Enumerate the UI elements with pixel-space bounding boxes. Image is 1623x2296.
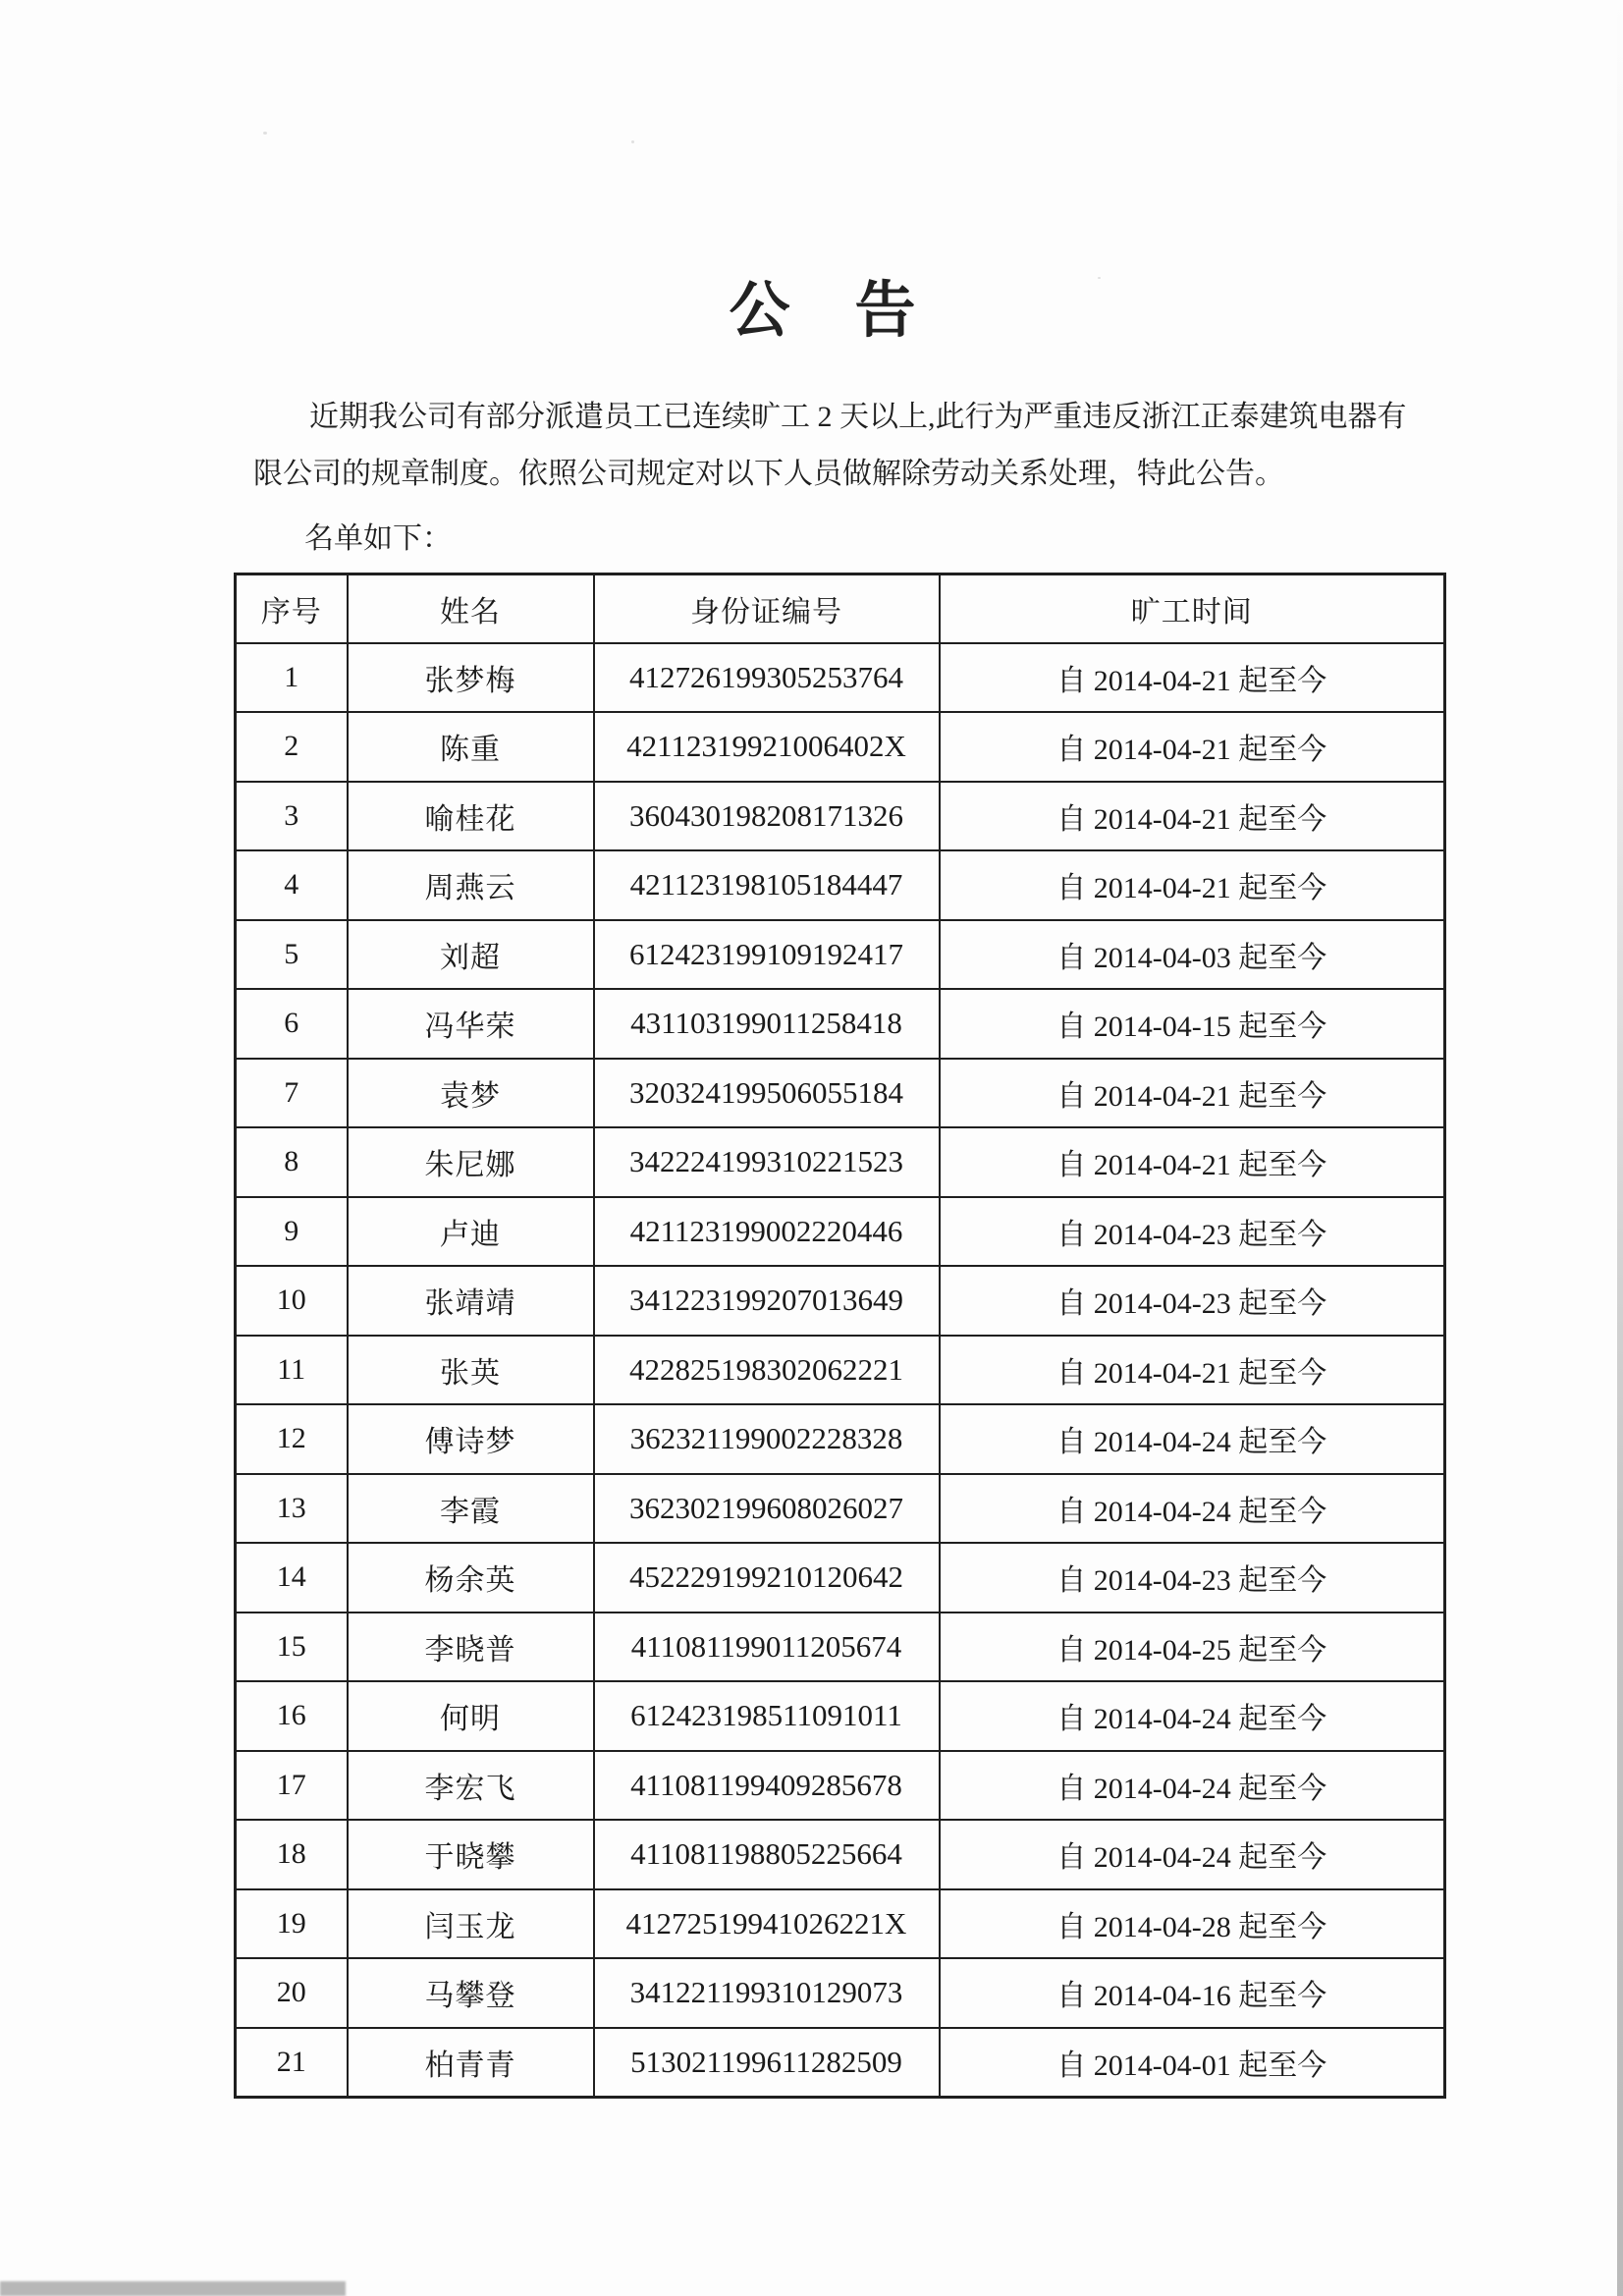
table-row [236, 2028, 1445, 2098]
id-number-cell: 412726199305253764 [594, 643, 940, 713]
name-cell: 周燕云 [348, 850, 594, 920]
name-cell: 张靖靖 [348, 1266, 594, 1336]
absence-period-cell: 自 2014-04-28 起至今 [940, 1889, 1445, 1959]
table-row [236, 1613, 1445, 1682]
name-cell: 于晓攀 [348, 1820, 594, 1889]
absence-period-cell: 自 2014-04-23 起至今 [940, 1197, 1445, 1267]
table-row [236, 1543, 1445, 1613]
name-cell: 李霞 [348, 1474, 594, 1544]
absence-period-cell: 自 2014-04-25 起至今 [940, 1613, 1445, 1682]
table-row [236, 1474, 1445, 1544]
name-cell: 袁梦 [348, 1059, 594, 1128]
name-cell: 喻桂花 [348, 782, 594, 851]
row-number-cell: 11 [236, 1336, 348, 1405]
table-row [236, 989, 1445, 1059]
absence-period-cell: 自 2014-04-21 起至今 [940, 1059, 1445, 1128]
row-number-cell: 8 [236, 1127, 348, 1197]
row-number-cell: 10 [236, 1266, 348, 1336]
id-number-cell: 422825198302062221 [594, 1336, 940, 1405]
id-number-cell: 362302199608026027 [594, 1474, 940, 1544]
absence-period-cell: 自 2014-04-24 起至今 [940, 1820, 1445, 1889]
row-number-cell: 20 [236, 1958, 348, 2028]
absence-period-cell: 自 2014-04-24 起至今 [940, 1474, 1445, 1544]
name-cell: 何明 [348, 1681, 594, 1751]
name-cell: 李晓普 [348, 1613, 594, 1682]
id-number-cell: 41272519941026221X [594, 1889, 940, 1959]
header-name: 姓名 [348, 574, 594, 643]
row-number-cell: 1 [236, 643, 348, 713]
id-number-cell: 411081198805225664 [594, 1820, 940, 1889]
id-number-cell: 320324199506055184 [594, 1059, 940, 1128]
scan-shadow-bottom-left [0, 2281, 346, 2296]
name-cell: 张英 [348, 1336, 594, 1405]
absence-period-cell: 自 2014-04-21 起至今 [940, 782, 1445, 851]
id-number-cell: 42112319921006402X [594, 712, 940, 782]
id-number-cell: 411081199409285678 [594, 1751, 940, 1821]
id-number-cell: 341223199207013649 [594, 1266, 940, 1336]
absence-period-cell: 自 2014-04-21 起至今 [940, 1127, 1445, 1197]
absence-period-cell: 自 2014-04-21 起至今 [940, 1336, 1445, 1405]
name-cell: 杨余英 [348, 1543, 594, 1613]
list-intro-label: 名单如下： [304, 522, 452, 555]
name-cell: 柏青青 [348, 2028, 594, 2098]
id-number-cell: 411081199011205674 [594, 1613, 940, 1682]
document-title: 公 告 [729, 278, 918, 345]
table-row [236, 643, 1445, 713]
table-row [236, 1681, 1445, 1751]
name-cell: 闫玉龙 [348, 1889, 594, 1959]
id-number-cell: 362321199002228328 [594, 1404, 940, 1474]
absence-period-cell: 自 2014-04-24 起至今 [940, 1751, 1445, 1821]
header-absence-period: 旷工时间 [940, 574, 1445, 643]
id-number-cell: 342224199310221523 [594, 1127, 940, 1197]
row-number-cell: 17 [236, 1751, 348, 1821]
header-seq: 序号 [236, 574, 348, 643]
scan-speck [1098, 277, 1101, 279]
table-row [236, 1266, 1445, 1336]
name-cell: 陈重 [348, 712, 594, 782]
scan-speck [631, 140, 634, 143]
row-number-cell: 12 [236, 1404, 348, 1474]
table-row [236, 782, 1445, 851]
id-number-cell: 452229199210120642 [594, 1543, 940, 1613]
row-number-cell: 13 [236, 1474, 348, 1544]
id-number-cell: 612423199109192417 [594, 920, 940, 990]
paragraph-line: 近期我公司有部分派遣员工已连续旷工 2 天以上,此行为严重违反浙江正泰建筑电器有 [309, 401, 1407, 433]
row-number-cell: 9 [236, 1197, 348, 1267]
table-row [236, 1059, 1445, 1128]
header-id-number: 身份证编号 [594, 574, 940, 643]
absence-period-cell: 自 2014-04-23 起至今 [940, 1266, 1445, 1336]
roster-table [234, 573, 1446, 2099]
row-number-cell: 5 [236, 920, 348, 990]
name-cell: 马攀登 [348, 1958, 594, 2028]
table-header-row [236, 574, 1445, 643]
table-row [236, 1197, 1445, 1267]
name-cell: 刘超 [348, 920, 594, 990]
row-number-cell: 18 [236, 1820, 348, 1889]
row-number-cell: 3 [236, 782, 348, 851]
absence-period-cell: 自 2014-04-21 起至今 [940, 712, 1445, 782]
row-number-cell: 16 [236, 1681, 348, 1751]
table-row [236, 712, 1445, 782]
absence-period-cell: 自 2014-04-21 起至今 [940, 850, 1445, 920]
table-row [236, 1127, 1445, 1197]
absence-period-cell: 自 2014-04-15 起至今 [940, 989, 1445, 1059]
table-row [236, 1404, 1445, 1474]
scan-speck [263, 132, 267, 135]
absence-period-cell: 自 2014-04-21 起至今 [940, 643, 1445, 713]
id-number-cell: 360430198208171326 [594, 782, 940, 851]
table-row [236, 1889, 1445, 1959]
name-cell: 卢迪 [348, 1197, 594, 1267]
name-cell: 李宏飞 [348, 1751, 594, 1821]
id-number-cell: 341221199310129073 [594, 1958, 940, 2028]
absence-period-cell: 自 2014-04-01 起至今 [940, 2028, 1445, 2098]
name-cell: 朱尼娜 [348, 1127, 594, 1197]
name-cell: 傅诗梦 [348, 1404, 594, 1474]
id-number-cell: 421123199002220446 [594, 1197, 940, 1267]
row-number-cell: 19 [236, 1889, 348, 1959]
scan-edge-right [1617, 0, 1623, 2296]
row-number-cell: 21 [236, 2028, 348, 2098]
table-row [236, 920, 1445, 990]
table-row [236, 1751, 1445, 1821]
absence-period-cell: 自 2014-04-24 起至今 [940, 1681, 1445, 1751]
table-row [236, 1958, 1445, 2028]
row-number-cell: 15 [236, 1613, 348, 1682]
id-number-cell: 612423198511091011 [594, 1681, 940, 1751]
paragraph-line: 限公司的规章制度。依照公司规定对以下人员做解除劳动关系处理，特此公告。 [253, 458, 1284, 490]
name-cell: 张梦梅 [348, 643, 594, 713]
row-number-cell: 2 [236, 712, 348, 782]
row-number-cell: 7 [236, 1059, 348, 1128]
row-number-cell: 4 [236, 850, 348, 920]
row-number-cell: 14 [236, 1543, 348, 1613]
table-row [236, 850, 1445, 920]
row-number-cell: 6 [236, 989, 348, 1059]
absence-period-cell: 自 2014-04-16 起至今 [940, 1958, 1445, 2028]
absence-period-cell: 自 2014-04-23 起至今 [940, 1543, 1445, 1613]
name-cell: 冯华荣 [348, 989, 594, 1059]
id-number-cell: 513021199611282509 [594, 2028, 940, 2098]
table-row [236, 1336, 1445, 1405]
id-number-cell: 421123198105184447 [594, 850, 940, 920]
absence-period-cell: 自 2014-04-24 起至今 [940, 1404, 1445, 1474]
absence-period-cell: 自 2014-04-03 起至今 [940, 920, 1445, 990]
table-row [236, 1820, 1445, 1889]
id-number-cell: 431103199011258418 [594, 989, 940, 1059]
announcement-paragraph [253, 389, 1407, 503]
